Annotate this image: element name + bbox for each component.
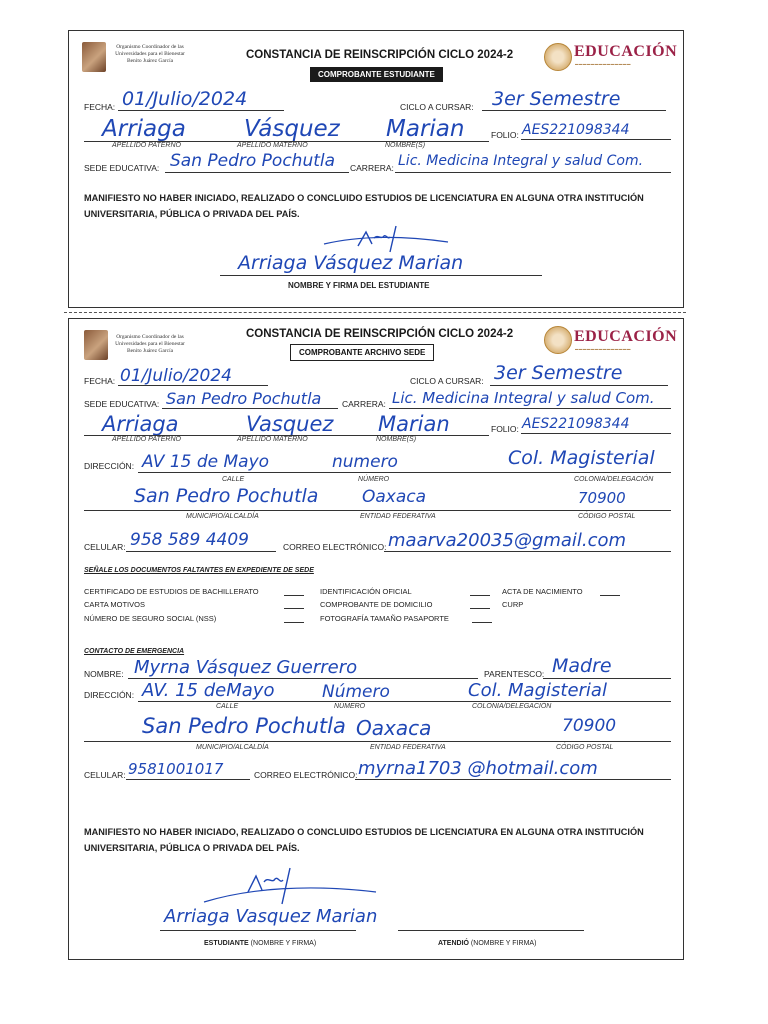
manifiesto-text-2: MANIFIESTO NO HABER INICIADO, REALIZADO O CONCLUIDO ESTUDIOS DE LICENCIATURA EN ALGUNA OTRA INSTITUCIÓN UNIVERSITARIA, PÚBLICA O PRIVADA DEL PAÍS. (84, 827, 644, 853)
numero-label: NÚMERO (358, 476, 390, 483)
doc-certificado-checkbox[interactable] (284, 587, 304, 596)
sede-line-2 (162, 408, 338, 409)
em-entidad-label: ENTIDAD FEDERATIVA (370, 744, 446, 751)
doc-curp: CURP (502, 600, 524, 609)
celular-line (126, 551, 276, 552)
firma-atendio-line (398, 930, 584, 931)
numero-value: numero (332, 452, 398, 472)
form-title: CONSTANCIA DE REINSCRIPCIÓN CICLO 2024-2 (246, 49, 514, 61)
nombre-value: Marian (386, 116, 465, 142)
fecha-value-2: 01/Julio/2024 (120, 366, 232, 386)
em-codigo-postal-label: CÓDIGO POSTAL (556, 744, 614, 751)
sede-label: SEDE EDUCATIVA: (84, 163, 160, 173)
apellido-materno-label: APELLIDO MATERNO (237, 142, 308, 149)
colonia-label: COLONIA/DELEGACIÓN (574, 476, 654, 483)
folio-value-2: AES221098344 (522, 416, 630, 432)
org-name: Organismo Coordinador de las Universidades para el Bienestar Benito Juárez García (115, 44, 185, 64)
direccion-line (138, 472, 671, 473)
em-celular-line (126, 779, 250, 780)
manifiesto-text: MANIFIESTO NO HABER INICIADO, REALIZADO O CONCLUIDO ESTUDIOS DE LICENCIATURA EN ALGUNA OTRA INSTITUCIÓN UNIVERSITARIA, PÚBLICA O PRIVADA DEL PAÍS. (84, 193, 644, 219)
educacion-logo-icon (544, 43, 572, 71)
municipio-line (84, 510, 671, 511)
em-calle-label: CALLE (216, 703, 239, 710)
ciclo-label: CICLO A CURSAR: (400, 102, 474, 112)
em-celular-value: 9581001017 (128, 760, 224, 778)
doc-identificacion-checkbox[interactable] (470, 587, 490, 596)
em-calle-value: AV. 15 deMayo (142, 680, 275, 701)
carrera-line (395, 172, 671, 173)
apellido-materno-value: Vásquez (244, 116, 340, 142)
documentos-faltantes-title: SEÑALE LOS DOCUMENTOS FALTANTES EN EXPEDIENTE DE SEDE (84, 567, 314, 574)
doc-nss: NÚMERO DE SEGURO SOCIAL (NSS) (84, 614, 217, 623)
ciclo-value: 3er Semestre (492, 88, 621, 110)
carrera-line-2 (389, 408, 671, 409)
codigo-postal-value: 70900 (578, 489, 626, 507)
sede-value-2: San Pedro Pochutla (166, 389, 322, 408)
calle-value: AV 15 de Mayo (142, 452, 270, 472)
celular-value: 958 589 4409 (130, 530, 249, 550)
em-correo-value: myrna1703 @hotmail.com (358, 758, 598, 779)
firma-nombre-value: Arriaga Vásquez Marian (238, 252, 464, 274)
org-seal-logo (82, 42, 106, 72)
em-direccion-label: DIRECCIÓN: (84, 690, 135, 700)
em-municipio-value: San Pedro Pochutla (142, 714, 346, 738)
doc-acta-checkbox[interactable] (600, 587, 620, 596)
cut-line (64, 312, 686, 313)
municipio-label: MUNICIPIO/ALCALDÍA (186, 513, 259, 520)
doc-fotografia-checkbox[interactable] (472, 614, 492, 623)
sede-label-2: SEDE EDUCATIVA: (84, 399, 160, 409)
em-nombre-line (128, 678, 478, 679)
firma-nombre-value-2: Arriaga Vasquez Marian (164, 906, 378, 927)
badge-comprobante-estudiante: COMPROBANTE ESTUDIANTE (310, 67, 443, 82)
doc-comprobante-domicilio: COMPROBANTE DE DOMICILIO (320, 600, 433, 609)
educacion-tagline-2: ▬▬▬▬▬▬▬▬▬▬▬▬▬▬ (575, 347, 631, 351)
apellido-paterno-value-2: Arriaga (102, 412, 179, 436)
form-title-2: CONSTANCIA DE REINSCRIPCIÓN CICLO 2024-2 (246, 328, 514, 340)
apellido-paterno-label: APELLIDO PATERNO (112, 142, 181, 149)
firma-line (220, 275, 542, 276)
signature-mark (318, 222, 458, 256)
ciclo-label-2: CICLO A CURSAR: (410, 376, 484, 386)
em-codigo-postal-value: 70900 (562, 716, 617, 736)
correo-line (384, 551, 671, 552)
ciclo-line-2 (490, 385, 668, 386)
doc-nss-checkbox[interactable] (284, 614, 304, 623)
fecha-line (118, 110, 284, 111)
carrera-value-2: Lic. Medicina Integral y salud Com. (392, 389, 655, 407)
em-parentesco-line (543, 678, 671, 679)
entidad-value: Oaxaca (362, 487, 427, 507)
nombres-label-2: NOMBRE(S) (376, 436, 417, 443)
carrera-label-2: CARRERA: (342, 399, 386, 409)
calle-label: CALLE (222, 476, 245, 483)
correo-value: maarva20035@gmail.com (388, 530, 627, 551)
em-numero-label: NÚMERO (334, 703, 366, 710)
em-nombre-value: Myrna Vásquez Guerrero (134, 657, 358, 678)
fecha-value: 01/Julio/2024 (122, 88, 248, 110)
firma-caption: NOMBRE Y FIRMA DEL ESTUDIANTE (288, 281, 430, 290)
educacion-tagline: ▬▬▬▬▬▬▬▬▬▬▬▬▬▬ (575, 62, 631, 66)
ciclo-value-2: 3er Semestre (494, 362, 623, 384)
doc-carta-checkbox[interactable] (284, 600, 304, 609)
apellido-paterno-value: Arriaga (102, 116, 186, 142)
estudiante-caption: ESTUDIANTE (NOMBRE Y FIRMA) (204, 940, 317, 947)
apellido-materno-label-2: APELLIDO MATERNO (237, 436, 308, 443)
folio-line-2 (521, 433, 671, 434)
apellido-materno-value-2: Vasquez (246, 412, 334, 436)
fecha-label-2: FECHA: (84, 376, 116, 386)
municipio-value: San Pedro Pochutla (134, 485, 319, 507)
carrera-value: Lic. Medicina Integral y salud Com. (398, 153, 644, 169)
ciclo-line (482, 110, 666, 111)
doc-comprobante-checkbox[interactable] (470, 600, 490, 609)
signature-mark-2 (200, 862, 380, 912)
org-name-2: Organismo Coordinador de las Universidades para el Bienestar Benito Juárez García (115, 334, 185, 354)
entidad-label: ENTIDAD FEDERATIVA (360, 513, 436, 520)
codigo-postal-label: CÓDIGO POSTAL (578, 513, 636, 520)
em-nombre-label: NOMBRE: (84, 669, 124, 679)
educacion-wordmark: EDUCACIÓN (574, 43, 678, 60)
em-colonia-label: COLONIA/DELEGACIÓN (472, 703, 552, 710)
em-correo-label: CORREO ELECTRÓNICO: (254, 770, 358, 780)
nombre-value-2: Marian (378, 412, 450, 436)
em-colonia-value: Col. Magisterial (468, 680, 607, 701)
colonia-value: Col. Magisterial (508, 447, 655, 469)
em-direccion-line (138, 701, 671, 702)
em-parentesco-value: Madre (552, 655, 612, 677)
correo-label: CORREO ELECTRÓNICO: (283, 542, 387, 552)
doc-acta-nacimiento: ACTA DE NACIMIENTO (502, 587, 583, 596)
em-municipio-line (84, 741, 671, 742)
nombres-label: NOMBRE(S) (385, 142, 426, 149)
doc-carta-motivos: CARTA MOTIVOS (84, 600, 145, 609)
doc-identificacion-oficial: IDENTIFICACIÓN OFICIAL (320, 587, 412, 596)
folio-label-2: FOLIO: (491, 424, 519, 434)
educacion-wordmark-2: EDUCACIÓN (574, 328, 678, 345)
firma-estudiante-line (160, 930, 356, 931)
folio-line (521, 139, 671, 140)
doc-certificado-bachillerato: CERTIFICADO DE ESTUDIOS DE BACHILLERATO (84, 587, 259, 596)
em-celular-label: CELULAR: (84, 770, 126, 780)
apellido-paterno-label-2: APELLIDO PATERNO (112, 436, 181, 443)
folio-label: FOLIO: (491, 130, 519, 140)
em-parentesco-label: PARENTESCO: (484, 669, 545, 679)
em-numero-value: Número (322, 682, 390, 702)
educacion-logo-icon-2 (544, 326, 572, 354)
fecha-label: FECHA: (84, 102, 116, 112)
em-municipio-label: MUNICIPIO/ALCALDÍA (196, 744, 269, 751)
doc-fotografia-pasaporte: FOTOGRAFÍA TAMAÑO PASAPORTE (320, 614, 449, 623)
atendio-caption: ATENDIÓ (NOMBRE Y FIRMA) (438, 940, 537, 947)
folio-value: AES221098344 (522, 122, 630, 138)
em-correo-line (355, 779, 671, 780)
badge-comprobante-archivo-sede: COMPROBANTE ARCHIVO SEDE (290, 344, 434, 361)
sede-value: San Pedro Pochutla (170, 151, 336, 171)
celular-label: CELULAR: (84, 542, 126, 552)
org-seal-logo-2 (84, 330, 108, 360)
em-entidad-value: Oaxaca (356, 716, 432, 740)
contacto-emergencia-title: CONTACTO DE EMERGENCIA (84, 648, 185, 655)
sede-line (165, 172, 349, 173)
direccion-label: DIRECCIÓN: (84, 461, 135, 471)
carrera-label: CARRERA: (350, 163, 394, 173)
